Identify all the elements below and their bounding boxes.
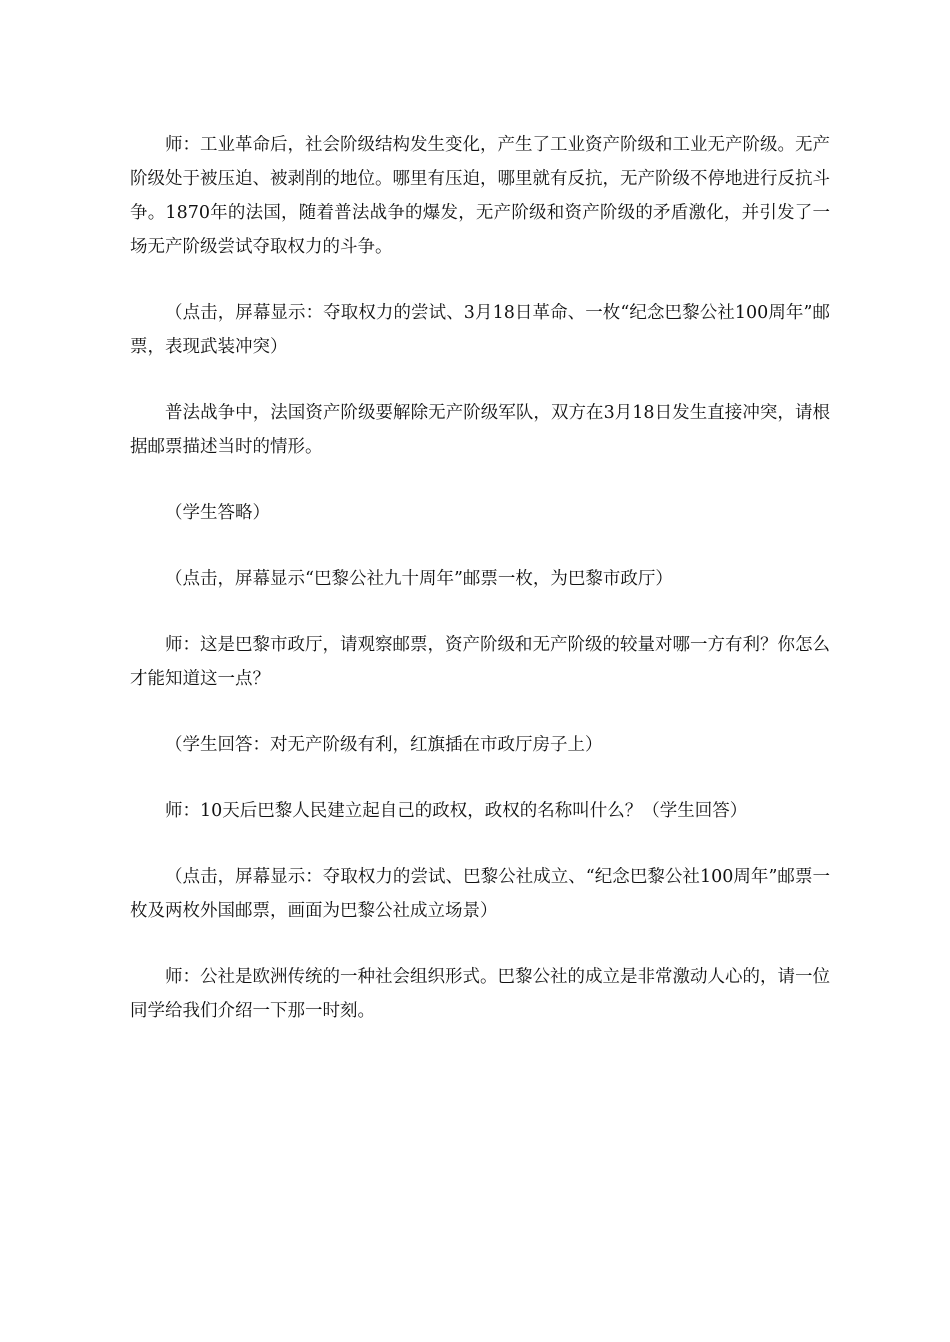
paragraph-8: 师：10天后巴黎人民建立起自己的政权，政权的名称叫什么？（学生回答） xyxy=(165,801,748,821)
document-body xyxy=(130,128,830,1060)
paragraph-7: （学生回答：对无产阶级有利，红旗插在市政厅房子上） xyxy=(165,735,603,755)
paragraph-6: 师：这是巴黎市政厅，请观察邮票，资产阶级和无产阶级的较量对哪一方有利？你怎么才能知道这一点？ xyxy=(130,635,830,689)
paragraph-2: （点击，屏幕显示：夺取权力的尝试、3月18日革命、一枚“纪念巴黎公社100周年”邮票，表现武装冲突） xyxy=(130,303,830,357)
paragraph-9: （点击，屏幕显示：夺取权力的尝试、巴黎公社成立、“纪念巴黎公社100周年”邮票一枚及两枚外国邮票，画面为巴黎公社成立场景） xyxy=(130,867,830,921)
paragraph-10: 师：公社是欧洲传统的一种社会组织形式。巴黎公社的成立是非常激动人心的，请一位同学给我们介绍一下那一时刻。 xyxy=(130,967,830,1021)
paragraph-5: （点击，屏幕显示“巴黎公社九十周年”邮票一枚，为巴黎市政厅） xyxy=(165,569,673,589)
paragraph-3: 普法战争中，法国资产阶级要解除无产阶级军队，双方在3月18日发生直接冲突，请根据邮票描述当时的情形。 xyxy=(130,403,830,457)
paragraph-1: 师：工业革命后，社会阶级结构发生变化，产生了工业资产阶级和工业无产阶级。无产阶级处于被压迫、被剥削的地位。哪里有压迫，哪里就有反抗，无产阶级不停地进行反抗斗争。1870年的法国，随着普法战争的爆发，无产阶级和资产阶级的矛盾激化，并引发了一场无产阶级尝试夺取权力的斗争。 xyxy=(130,135,830,257)
paragraph-4: （学生答略） xyxy=(165,503,270,523)
